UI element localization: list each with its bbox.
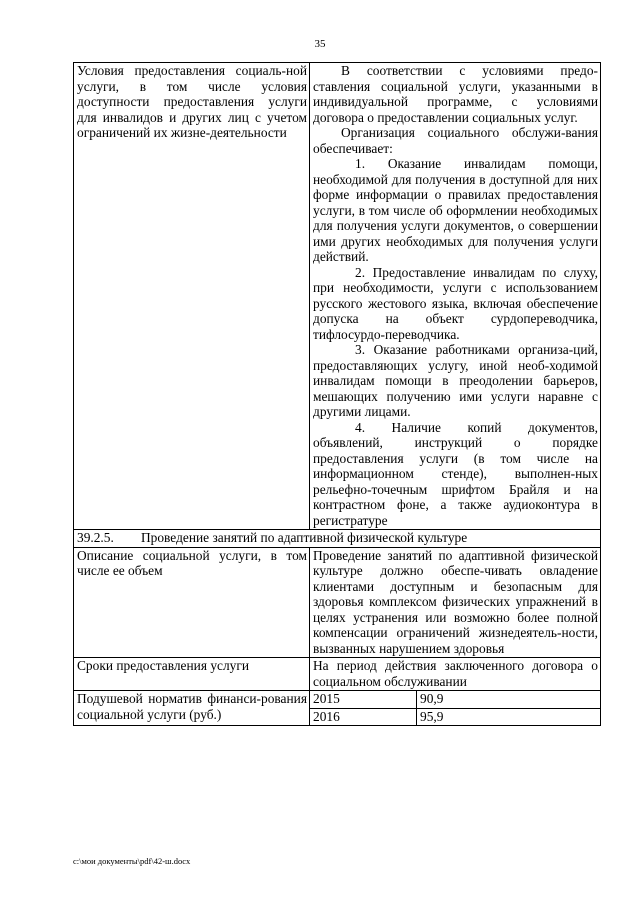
conditions-content <box>310 63 601 530</box>
terms-row <box>74 658 601 691</box>
description-row <box>74 547 601 658</box>
funding-year: 2015 <box>310 691 417 709</box>
funding-row-2015 <box>74 691 601 709</box>
conditions-intro: В соответствии с условиями предо-ставления социальной услуги, указанными в индивидуальной программе, с условиями договора о предоставлении социальных услуг. <box>313 63 598 125</box>
section-heading <box>74 530 601 548</box>
section-number: 39.2.5. <box>77 530 114 545</box>
page-number: 35 <box>314 38 326 50</box>
description-content: Проведение занятий по адаптивной физической культуре должно обеспе-чивать овладение клиентами доступным и безопасным для здоровья комплексом физических упражнений в целях устранения или возможно более полной компенсации ограничений жизнедеятель-ности, вызванных нарушением здоровья <box>310 547 601 658</box>
conditions-item-4: 4. Наличие копий документов, объявлений, инструкций о порядке предоставления услуги (в том числе на информационном стенде), выполнен-ных рельефно-точечным шрифтом Брайля и на контрастном фоне, а также аудиоконтура в регистратуре <box>313 419 598 528</box>
file-path-footer: c:\мои документы\pdf\42-ш.docx <box>73 856 191 866</box>
section-row <box>74 530 601 548</box>
conditions-row <box>74 63 601 530</box>
funding-value: 90,9 <box>417 691 601 709</box>
conditions-item-3: 3. Оказание работниками организа-ций, предоставляющих услугу, иной необ-ходимой инвалидам помощи в преодолении барьеров, мешающих получению ими услуги наравне с другими лицами. <box>313 342 598 419</box>
conditions-label: Условия предоставления социаль-ной услуги, в том числе условия доступности предоставления услуги для инвалидов и других лиц с учетом ограничений их жизне-деятельности <box>74 63 310 530</box>
conditions-org: Организация социального обслужи-вания обеспечивает: <box>313 125 598 156</box>
description-label: Описание социальной услуги, в том числе ее объем <box>74 547 310 658</box>
service-table <box>73 62 601 726</box>
funding-year: 2016 <box>310 708 417 726</box>
terms-label: Сроки предоставления услуги <box>74 658 310 691</box>
section-title: Проведение занятий по адаптивной физической культуре <box>141 530 468 545</box>
funding-label: Подушевой норматив финанси-рования социальной услуги (руб.) <box>74 691 310 726</box>
terms-content: На период действия заключенного договора о социальном обслуживании <box>310 658 601 691</box>
conditions-item-2: 2. Предоставление инвалидам по слуху, при необходимости, услуги с использованием русского жестового языка, включая обеспечение допуска на объект сурдопереводчика, тифлосурдо-переводчика. <box>313 264 598 342</box>
conditions-item-1: 1. Оказание инвалидам помощи, необходимой для получения в доступной для них форме информации о правилах предоставления услуги, в том числе об оформлении необходимых для получения услуги документов, о совершении ими других необходимых для получения услуги действий. <box>313 156 598 264</box>
funding-value: 95,9 <box>417 708 601 726</box>
